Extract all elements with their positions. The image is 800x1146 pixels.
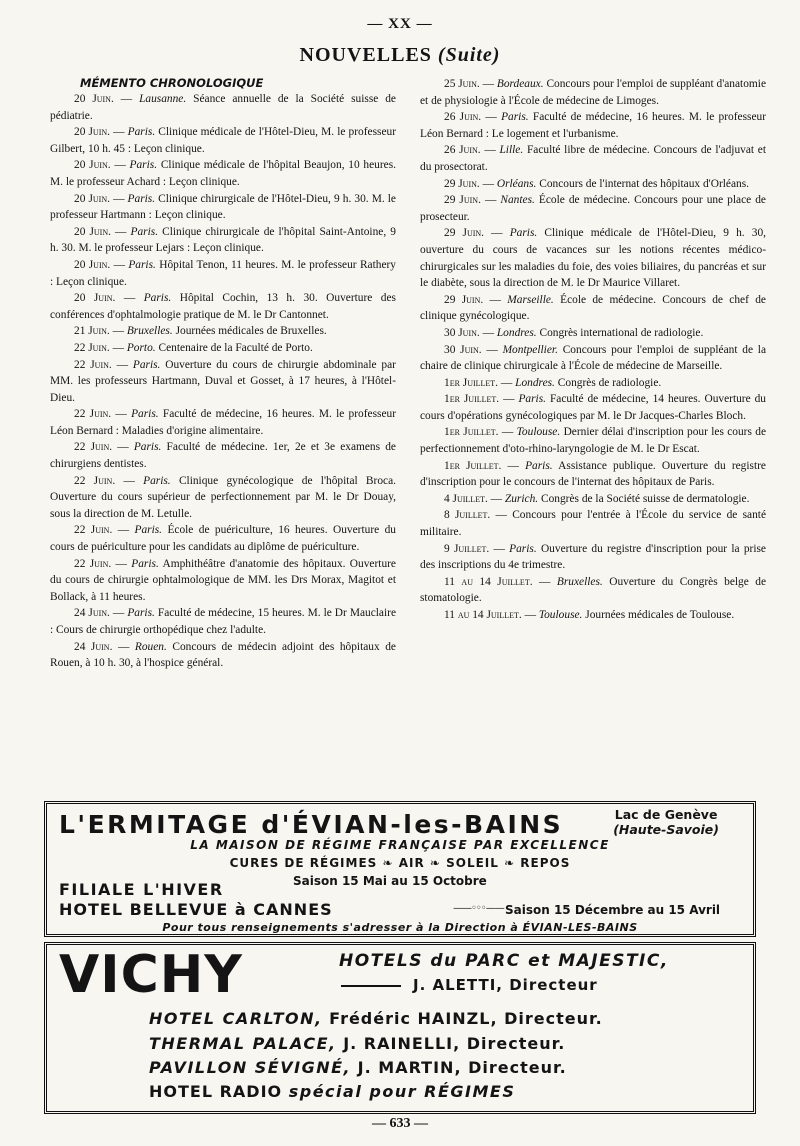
entry-date: 20 Juin. xyxy=(74,126,111,139)
entry-text: Congrès de la Société suisse de dermatologie. xyxy=(541,492,750,505)
entry-text: Assistance publique. Ouverture du registre d'inscription pour le concours de l'internat des hôpitaux de Paris. xyxy=(420,459,766,489)
entry-city: Paris. xyxy=(509,542,537,555)
entry-date: 22 Juin. xyxy=(74,557,112,570)
entry-text: Faculté de médecine. 1er, 2e et 3e examens de chirurgiens dentistes. xyxy=(50,441,396,471)
entry-date: 20 Juin. xyxy=(74,93,114,105)
memento-entry: 20 Juin. — Paris. Clinique chirurgicale de l'Hôtel-Dieu, 9 h. 30. M. le professeur Hartmann : Leçon clinique. xyxy=(50,192,396,222)
vichy-line xyxy=(149,1009,603,1028)
entry-city: Toulouse. xyxy=(516,426,561,439)
memento-entry: 20 Juin. — Paris. Hôpital Tenon, 11 heures. M. le professeur Rathery : Leçon clinique. xyxy=(50,258,396,288)
memento-entry: 20 Juin. — Lausanne. Séance annuelle de la Société suisse de pédiatrie. xyxy=(50,93,396,122)
entry-text: Concours de l'internat des hôpitaux d'Orléans. xyxy=(539,177,749,190)
divider-rule xyxy=(341,985,401,987)
entry-city: Zurich. xyxy=(504,492,539,505)
entry-date: 30 Juin. xyxy=(444,343,482,356)
memento-entry: 24 Juin. — Paris. Faculté de médecine, 15 heures. M. le Dr Mauclaire : Cours de chirurgie orthopédique chez l'adulte. xyxy=(50,607,396,636)
entry-date: 1er Juillet. xyxy=(444,393,500,406)
entry-city: Paris. xyxy=(525,459,553,472)
evian-hotel-cannes: HOTEL BELLEVUE à CANNES xyxy=(59,900,333,919)
evian-filiale: FILIALE L'HIVER xyxy=(59,880,224,899)
memento-entry: 9 Juillet. — Paris. Ouverture du registre d'inscription pour la prise des inscriptions du 4e trimestre. xyxy=(420,542,766,572)
evian-lac: Lac de Genève xyxy=(614,807,718,822)
ad-vichy xyxy=(44,942,756,1114)
entry-date: 29 Juin. xyxy=(444,293,484,306)
memento-entry: 24 Juin. — Rouen. Concours de médecin adjoint des hôpitaux de Rouen, à 10 h. 30, à l'hospice général. xyxy=(50,640,396,670)
memento-entry: 4 Juillet. — Zurich. Congrès de la Société suisse de dermatologie. xyxy=(444,492,750,505)
entry-city: Lille. xyxy=(499,144,524,157)
entry-city: Bruxelles. xyxy=(126,325,173,338)
entry-city: Paris. xyxy=(127,607,155,620)
entry-date: 25 Juin. xyxy=(444,78,480,90)
entry-city: Paris. xyxy=(128,258,156,271)
right-entries xyxy=(420,76,766,624)
heading-title: NOUVELLES xyxy=(299,44,432,66)
memento-entry: 22 Juin. — Porto. Centenaire de la Faculté de Porto. xyxy=(74,341,313,354)
evian-location xyxy=(613,807,719,837)
entry-date: 20 Juin. xyxy=(74,292,116,305)
memento-entry: 22 Juin. — Paris. Ouverture du cours de chirurgie abdominale par MM. les professeurs Hartmann, Duval et Gosset, à 17 heures, à l'Hôtel-Dieu. xyxy=(50,358,396,404)
memento-entry: 8 Juillet. — Concours pour l'entrée à l'École du service de santé militaire. xyxy=(420,509,767,539)
entry-city: Bruxelles. xyxy=(556,575,603,588)
entry-date: 8 Juillet. xyxy=(444,509,491,522)
entry-date: 20 Juin. xyxy=(74,225,111,238)
entry-text: Amphithéâtre d'anatomie des hôpitaux. Ouverture du cours de chirurgie ophtalmologique de MM. les Drs Morax, Magitot et Bollack, à 11 heures. xyxy=(50,557,396,603)
entry-city: Porto. xyxy=(126,341,156,354)
entry-text: Faculté de médecine, 14 heures. Ouverture du cours d'opérations gynécologiques par M. le Dr Jacques-Charles Bloch. xyxy=(420,393,766,422)
entry-date: 20 Juin. xyxy=(74,192,110,205)
entry-city: Paris. xyxy=(127,126,156,139)
evian-title: L'ERMITAGE d'ÉVIAN-les-BAINS xyxy=(59,810,564,839)
memento-entry: 30 Juin. — Londres. Congrès international de radiologie. xyxy=(444,326,704,339)
entry-city: Paris. xyxy=(143,292,172,305)
entry-city: Paris. xyxy=(501,111,529,124)
memento-entry: 29 Juin. — Paris. Clinique médicale de l'Hôtel-Dieu, 9 h. 30, ouverture du cours de vacances sur les notions récentes médico-chirurgicales sur les maladies du foie, des voies biliaires, du pancréas et sur le diabète, sous la direction de M. le Dr Maurice Villaret. xyxy=(420,227,766,290)
entry-text: Concours pour l'emploi de suppléant d'anatomie et de physiologie à l'École de médecine de Limoges. xyxy=(420,78,766,107)
entry-city: Paris. xyxy=(129,159,158,172)
entry-date: 22 Juin. xyxy=(74,358,112,371)
entry-city: Paris. xyxy=(131,557,159,570)
entry-city: Londres. xyxy=(515,376,555,389)
entry-text: Journées médicales de Bruxelles. xyxy=(175,325,327,338)
evian-renseignements: Pour tous renseignements s'adresser à la Direction à ÉVIAN-LES-BAINS xyxy=(162,921,638,934)
entry-date: 11 au 14 Juillet. xyxy=(444,575,533,588)
entry-text: Hôpital Tenon, 11 heures. M. le professeur Rathery : Leçon clinique. xyxy=(50,258,396,288)
entry-city: Paris. xyxy=(130,225,159,238)
entry-text: Congrès de radiologie. xyxy=(557,376,662,389)
entry-text: Clinique médicale de l'hôpital Beaujon, 10 heures. M. le professeur Achard : Leçon clinique. xyxy=(50,159,396,188)
vichy-hotel-name: THERMAL PALACE, xyxy=(149,1034,337,1053)
memento-entry: 30 Juin. — Montpellier. Concours pour l'emploi de suppléant de la chaire de clinique chirurgicale à l'École de médecine de Marseille. xyxy=(420,343,766,373)
page-heading xyxy=(0,44,800,67)
memento-entry: 29 Juin. — Orléans. Concours de l'internat des hôpitaux d'Orléans. xyxy=(444,177,749,190)
memento-entry: 29 Juin. — Marseille. École de médecine. Concours de chef de clinique gynécologique. xyxy=(420,293,766,323)
entry-city: Bordeaux. xyxy=(496,78,544,90)
entry-date: 22 Juin. xyxy=(74,474,116,487)
entry-date: 26 Juin. xyxy=(444,111,482,124)
entry-text: Faculté de médecine, 15 heures. M. le Dr Mauclaire : Cours de chirurgie orthopédique chez l'adulte. xyxy=(50,607,396,636)
entry-city: Londres. xyxy=(496,326,537,339)
entry-city: Nantes. xyxy=(500,194,535,207)
memento-entry: 11 au 14 Juillet. — Bruxelles. Ouverture du Congrès belge de stomatologie. xyxy=(420,575,766,605)
vichy-aletti-text: J. ALETTI, Directeur xyxy=(413,976,598,994)
entry-city: Marseille. xyxy=(507,293,554,306)
entry-city: Montpellier. xyxy=(502,343,558,356)
entry-city: Toulouse. xyxy=(538,609,583,621)
evian-maison: LA MAISON DE RÉGIME FRANÇAISE PAR EXCELLENCE xyxy=(190,838,610,852)
entry-text: Ouverture du cours de chirurgie abdominale par MM. les professeurs Hartmann, Duval et Gosset, à 17 heures, à l'Hôtel-Dieu. xyxy=(50,358,396,404)
left-entries xyxy=(50,91,396,672)
entry-date: 20 Juin. xyxy=(74,159,111,172)
entry-text: Ouverture du registre d'inscription pour la prise des inscriptions du 4e trimestre. xyxy=(420,542,766,572)
entry-city: Rouen. xyxy=(134,640,167,653)
heading-suite: (Suite) xyxy=(437,44,501,66)
vichy-line xyxy=(149,1034,565,1053)
vichy-director: spécial pour RÉGIMES xyxy=(288,1082,516,1101)
entry-date: 29 Juin. xyxy=(444,177,480,190)
vichy-hotel-name: PAVILLON SÉVIGNÉ, xyxy=(149,1058,352,1077)
entry-city: Paris. xyxy=(132,358,161,371)
vichy-hotel-name: HOTEL CARLTON, xyxy=(149,1009,323,1028)
entry-text: Clinique gynécologique de l'hôpital Broca. Ouverture du cours supérieur de perfectionnement par M. le Dr Douay, sous la direction de M. Letulle. xyxy=(50,474,396,520)
ad-evian xyxy=(44,801,756,937)
entry-text: Clinique chirurgicale de l'hôpital Saint-Antoine, 9 h. 30. M. le professeur Lejars : Leçon clinique. xyxy=(50,225,396,255)
memento-entry: 11 au 14 Juillet. — Toulouse. Journées médicales de Toulouse. xyxy=(444,609,735,621)
entry-city: Orléans. xyxy=(496,177,537,190)
entry-text: Séance annuelle de la Société suisse de pédiatrie. xyxy=(50,93,396,122)
entry-text: Clinique médicale de l'Hôtel-Dieu, 9 h. 30, ouverture du cours de vacances sur les notions récentes médico-chirurgicales sur les maladies du foie, des voies biliaires, du pancréas et sur le diabète, sous la direction de M. le Dr Maurice Villaret. xyxy=(420,227,766,290)
evian-cures: CURES DE RÉGIMES ❧ AIR ❧ SOLEIL ❧ REPOS xyxy=(229,856,571,870)
right-column xyxy=(420,76,766,624)
vichy-director: J. MARTIN, Directeur. xyxy=(357,1058,567,1077)
entry-date: 11 au 14 Juillet. xyxy=(444,609,522,621)
entry-date: 22 Juin. xyxy=(74,441,113,454)
section-numeral: — XX — xyxy=(367,16,433,32)
entry-date: 24 Juin. xyxy=(74,607,110,620)
entry-date: 26 Juin. xyxy=(444,144,481,157)
entry-date: 21 Juin. xyxy=(74,325,110,338)
entry-date: 9 Juillet. xyxy=(444,542,490,555)
vichy-director: Frédéric HAINZL, Directeur. xyxy=(329,1009,603,1028)
entry-date: 24 Juin. xyxy=(74,640,113,653)
memento-entry: 22 Juin. — Paris. Amphithéâtre d'anatomie des hôpitaux. Ouverture du cours de chirurgie ophtalmologique de MM. les Drs Morax, Magitot et Bollack, à 11 heures. xyxy=(50,557,396,603)
memento-entry: 25 Juin. — Bordeaux. Concours pour l'emploi de suppléant d'anatomie et de physiologie à l'École de médecine de Limoges. xyxy=(420,78,766,107)
entry-text: Faculté libre de médecine. Concours de l'adjuvat et du prosectorat. xyxy=(420,144,766,173)
memento-entry: 29 Juin. — Nantes. École de médecine. Concours pour une place de prosecteur. xyxy=(420,194,766,223)
entry-city: Paris. xyxy=(509,227,538,240)
memento-entry: 22 Juin. — Paris. Faculté de médecine. 1er, 2e et 3e examens de chirurgiens dentistes. xyxy=(50,441,396,471)
memento-title: MÉMENTO CHRONOLOGIQUE xyxy=(80,76,264,90)
entry-text: École de médecine. Concours de chef de clinique gynécologique. xyxy=(420,293,766,323)
evian-saison-hiver: Saison 15 Décembre au 15 Avril xyxy=(505,903,721,917)
entry-city: Lausanne. xyxy=(139,93,187,105)
memento-entry: 26 Juin. — Lille. Faculté libre de médecine. Concours de l'adjuvat et du prosectorat. xyxy=(420,144,766,173)
entry-date: 22 Juin. xyxy=(74,524,113,537)
entry-date: 4 Juillet. xyxy=(444,492,488,505)
entry-date: 29 Juin. xyxy=(444,194,481,207)
entry-date: 1er Juillet. xyxy=(444,426,499,439)
memento-entry: 1er Juillet. — Londres. Congrès de radiologie. xyxy=(444,376,662,389)
memento-entry: 20 Juin. — Paris. Clinique médicale de l'Hôtel-Dieu, M. le professeur Gilbert, 10 h. 45 : Leçon clinique. xyxy=(50,126,397,155)
entry-text: Concours pour l'entrée à l'École du service de santé militaire. xyxy=(420,509,767,539)
memento-entry: 1er Juillet. — Paris. Assistance publique. Ouverture du registre d'inscription pour le concours de l'internat des hôpitaux de Paris. xyxy=(420,459,766,489)
memento-entry: 26 Juin. — Paris. Faculté de médecine, 16 heures. M. le professeur Léon Bernard : Le logement et l'urbanisme. xyxy=(420,111,766,140)
entry-text: Journées médicales de Toulouse. xyxy=(585,609,735,621)
vichy-aletti xyxy=(341,976,741,994)
entry-text: Centenaire de la Faculté de Porto. xyxy=(158,341,313,354)
evian-saison-ete: Saison 15 Mai au 15 Octobre xyxy=(293,874,487,888)
entry-text: Faculté de médecine, 16 heures. M. le professeur Léon Bernard : Le logement et l'urbanisme. xyxy=(420,111,766,140)
entry-date: 1er Juillet. xyxy=(444,376,499,389)
entry-date: 22 Juin. xyxy=(74,408,112,421)
vichy-parc-majestic: HOTELS du PARC et MAJESTIC, xyxy=(339,951,669,971)
entry-city: Paris. xyxy=(143,474,171,487)
entry-text: Ouverture du Congrès belge de stomatologie. xyxy=(420,575,766,605)
entry-text: Faculté de médecine, 16 heures. M. le professeur Léon Bernard : Maladies d'origine alimentaire. xyxy=(50,408,396,437)
evian-ornament: ——◦◦◦—— xyxy=(453,903,504,914)
entry-text: Concours pour l'emploi de suppléant de la chaire de clinique chirurgicale à l'École de médecine de Marseille. xyxy=(420,343,766,373)
entry-text: École de puériculture, 16 heures. Ouverture du cours de puériculture pour les candidats au diplôme de puériculture. xyxy=(50,524,396,554)
memento-entry: 21 Juin. — Bruxelles. Journées médicales de Bruxelles. xyxy=(74,325,327,338)
memento-entry: 20 Juin. — Paris. Hôpital Cochin, 13 h. 30. Ouverture des conférences d'ophtalmologie pratique de M. le Dr Cantonnet. xyxy=(50,292,396,321)
memento-entry: 20 Juin. — Paris. Clinique médicale de l'hôpital Beaujon, 10 heures. M. le professeur Achard : Leçon clinique. xyxy=(50,159,396,188)
entry-date: 29 Juin. xyxy=(444,227,485,240)
entry-text: Dernier délai d'inscription pour les cours de perfectionnement d'oto-rhino-laryngologie de M. le Dr Escat. xyxy=(420,426,766,456)
memento-entry: 22 Juin. — Paris. Clinique gynécologique de l'hôpital Broca. Ouverture du cours supérieur de perfectionnement par M. le Dr Douay, sous la direction de M. Letulle. xyxy=(50,474,396,520)
memento-entry: 22 Juin. — Paris. École de puériculture, 16 heures. Ouverture du cours de puériculture pour les candidats au diplôme de puériculture. xyxy=(50,524,396,554)
entry-text: Hôpital Cochin, 13 h. 30. Ouverture des conférences d'ophtalmologie pratique de M. le Dr Cantonnet. xyxy=(50,292,396,321)
entry-date: 1er Juillet. xyxy=(444,459,502,472)
entry-date: 22 Juin. xyxy=(74,341,110,354)
memento-entry: 1er Juillet. — Paris. Faculté de médecine, 14 heures. Ouverture du cours d'opérations gynécologiques par M. le Dr Jacques-Charles Bloch. xyxy=(420,393,766,422)
entry-text: Concours de médecin adjoint des hôpitaux de Rouen, à 10 h. 30, à l'hospice général. xyxy=(50,640,396,670)
left-column xyxy=(50,76,396,672)
entry-text: Congrès international de radiologie. xyxy=(539,326,704,339)
entry-city: Paris. xyxy=(131,408,159,421)
vichy-line xyxy=(149,1058,567,1077)
vichy-line xyxy=(149,1082,515,1101)
entry-date: 20 Juin. xyxy=(74,258,111,271)
memento-entry: 22 Juin. — Paris. Faculté de médecine, 16 heures. M. le professeur Léon Bernard : Maladies d'origine alimentaire. xyxy=(50,408,396,437)
memento-entry: 1er Juillet. — Toulouse. Dernier délai d'inscription pour les cours de perfectionnement d'oto-rhino-laryngologie de M. le Dr Escat. xyxy=(420,426,766,456)
vichy-brand: VICHY xyxy=(59,945,243,1005)
evian-region: (Haute-Savoie) xyxy=(613,822,719,837)
entry-text: École de médecine. Concours pour une place de prosecteur. xyxy=(420,194,766,223)
entry-city: Paris. xyxy=(127,192,156,205)
entry-city: Paris. xyxy=(134,524,163,537)
entry-text: Clinique chirurgicale de l'Hôtel-Dieu, 9 h. 30. M. le professeur Hartmann : Leçon clinique. xyxy=(50,192,396,222)
memento-entry: 20 Juin. — Paris. Clinique chirurgicale de l'hôpital Saint-Antoine, 9 h. 30. M. le professeur Lejars : Leçon clinique. xyxy=(50,225,396,255)
entry-text: Clinique médicale de l'Hôtel-Dieu, M. le professeur Gilbert, 10 h. 45 : Leçon clinique. xyxy=(50,126,397,155)
entry-city: Paris. xyxy=(133,441,162,454)
page-number: — 633 — xyxy=(372,1116,428,1131)
entry-date: 30 Juin. xyxy=(444,326,480,339)
vichy-director: J. RAINELLI, Directeur. xyxy=(343,1034,566,1053)
entry-city: Paris. xyxy=(518,393,546,406)
vichy-hotel-name: HOTEL RADIO xyxy=(149,1082,283,1101)
